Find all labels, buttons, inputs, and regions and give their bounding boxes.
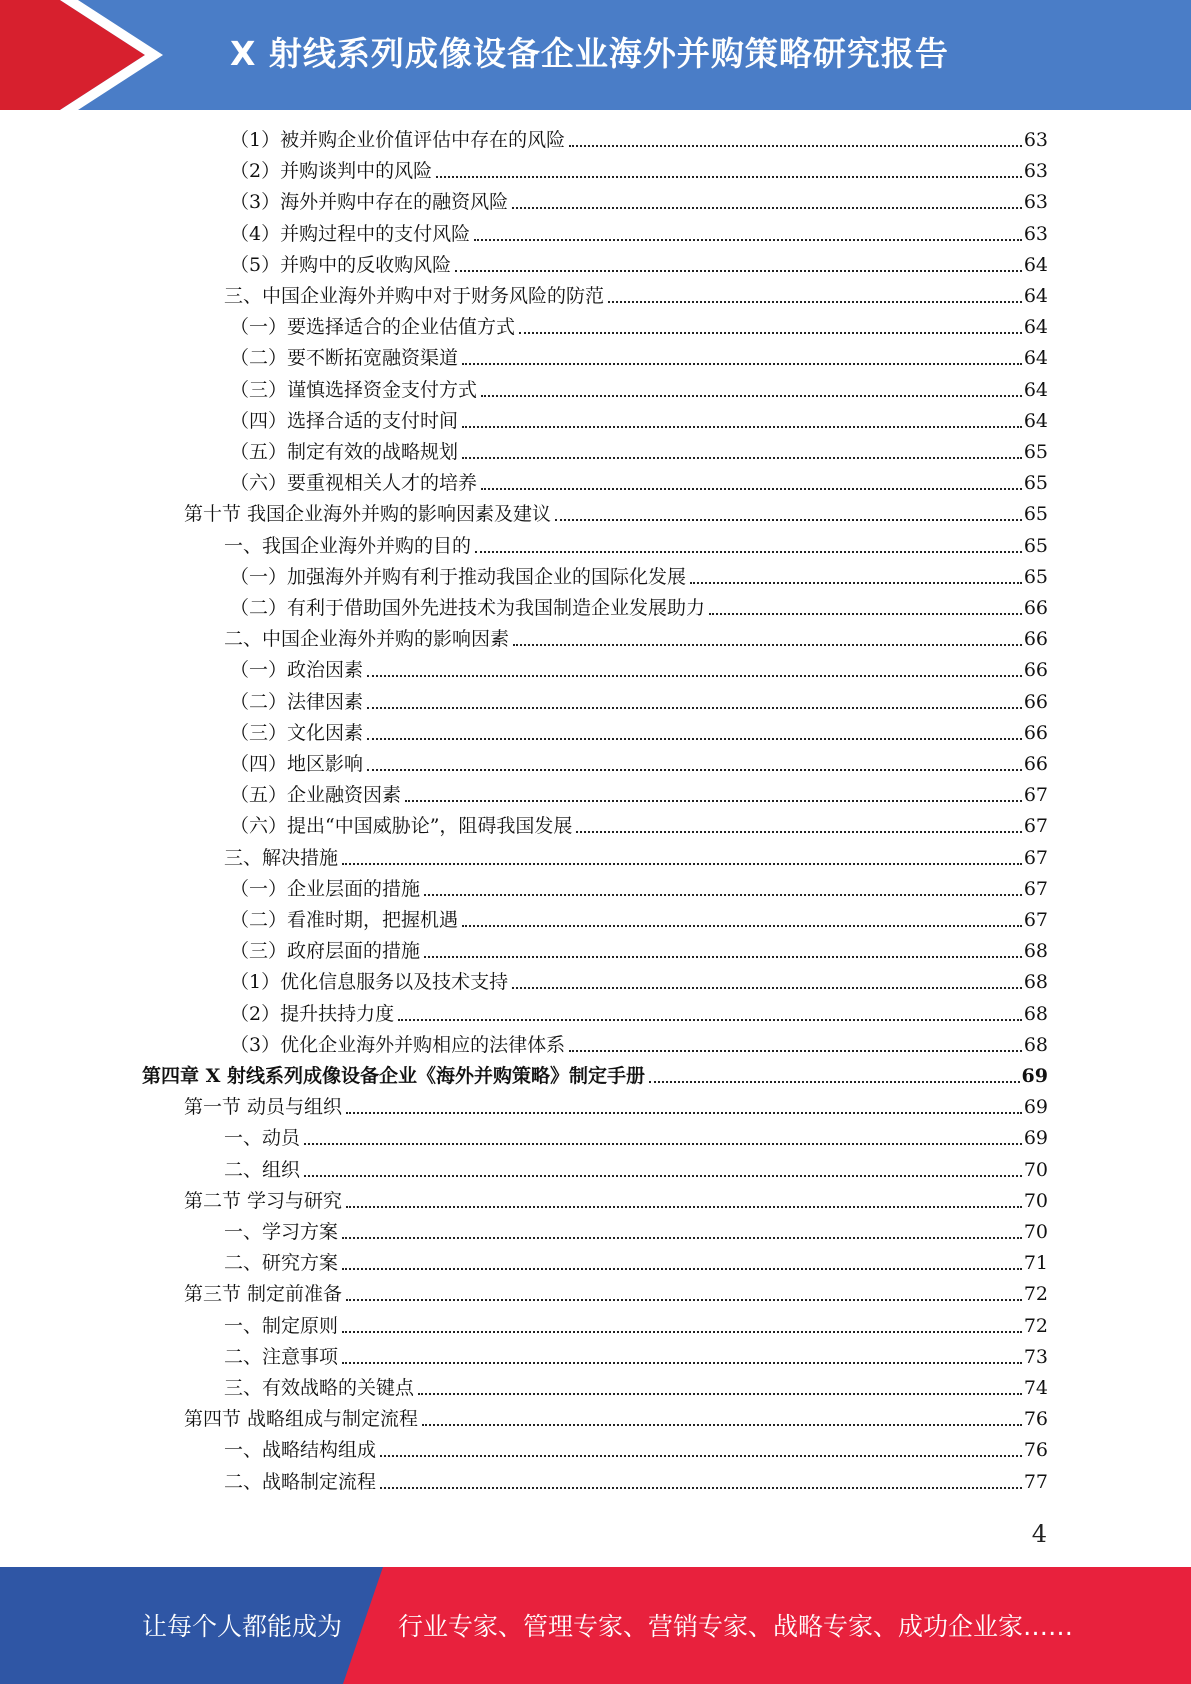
- toc-entry-page: 67: [1023, 815, 1048, 837]
- toc-entry-page: 64: [1023, 379, 1048, 401]
- toc-entry-label: （2）提升扶持力度: [230, 1003, 395, 1025]
- toc-leader-dots: [424, 936, 1022, 967]
- toc-entry-page: 63: [1023, 191, 1048, 213]
- toc-leader-dots: [346, 1279, 1022, 1310]
- toc-entry-page: 69: [1023, 1127, 1048, 1149]
- toc-entry-page: 66: [1023, 628, 1048, 650]
- toc-entry-label: 二、研究方案: [224, 1252, 339, 1274]
- toc-entry-label: 一、战略结构组成: [224, 1439, 377, 1461]
- toc-entry-page: 68: [1023, 1003, 1048, 1025]
- toc-entry-label: 一、制定原则: [224, 1315, 339, 1337]
- toc-entry[interactable]: [224, 624, 1048, 655]
- toc-leader-dots: [512, 187, 1022, 218]
- toc-entry-label: 第四章 X 射线系列成像设备企业《海外并购策略》制定手册: [142, 1065, 645, 1087]
- toc-entry[interactable]: [230, 1030, 1048, 1061]
- toc-entry-label: 二、组织: [224, 1159, 301, 1181]
- toc-entry-label: （1）优化信息服务以及技术支持: [230, 971, 509, 993]
- toc-entry[interactable]: [224, 1435, 1048, 1466]
- toc-entry-page: 67: [1023, 909, 1048, 931]
- toc-entry[interactable]: [230, 905, 1048, 936]
- toc-entry[interactable]: [230, 343, 1048, 374]
- toc-entry-page: 64: [1023, 316, 1048, 338]
- toc-leader-dots: [405, 780, 1022, 811]
- toc-entry-label: （一）要选择适合的企业估值方式: [230, 316, 516, 338]
- toc-leader-dots: [367, 687, 1022, 718]
- toc-leader-dots: [555, 499, 1022, 530]
- toc-leader-dots: [346, 1092, 1022, 1123]
- toc-entry-page: 68: [1023, 940, 1048, 962]
- toc-leader-dots: [367, 655, 1022, 686]
- toc-entry[interactable]: [224, 1467, 1048, 1498]
- toc-entry[interactable]: [230, 655, 1048, 686]
- toc-entry-label: 一、学习方案: [224, 1221, 339, 1243]
- toc-entry-label: （六）要重视相关人才的培养: [230, 472, 478, 494]
- toc-entry-page: 63: [1023, 129, 1048, 151]
- toc-entry[interactable]: [230, 780, 1048, 811]
- toc-entry[interactable]: [230, 936, 1048, 967]
- toc-entry[interactable]: [230, 219, 1048, 250]
- toc-entry-page: 67: [1023, 784, 1048, 806]
- toc-entry[interactable]: [184, 1186, 1048, 1217]
- toc-leader-dots: [481, 468, 1022, 499]
- toc-entry-page: 71: [1023, 1252, 1048, 1274]
- toc-entry-label: 第四节 战略组成与制定流程: [184, 1408, 419, 1430]
- toc-entry[interactable]: [230, 562, 1048, 593]
- toc-leader-dots: [709, 593, 1022, 624]
- toc-entry[interactable]: [184, 1404, 1048, 1435]
- toc-leader-dots: [304, 1123, 1022, 1154]
- toc-leader-dots: [519, 312, 1022, 343]
- toc-entry-page: 72: [1023, 1315, 1048, 1337]
- toc-entry-label: （3）优化企业海外并购相应的法律体系: [230, 1034, 566, 1056]
- toc-entry-label: （三）政府层面的措施: [230, 940, 421, 962]
- toc-entry-label: 二、战略制定流程: [224, 1471, 377, 1493]
- toc-entry-page: 64: [1023, 285, 1048, 307]
- toc-leader-dots: [342, 843, 1022, 874]
- toc-entry[interactable]: [224, 1217, 1048, 1248]
- toc-entry-page: 68: [1023, 971, 1048, 993]
- toc-entry[interactable]: [224, 1248, 1048, 1279]
- toc-leader-dots: [576, 811, 1021, 842]
- toc-entry-page: 66: [1023, 659, 1048, 681]
- toc-entry-label: （三）文化因素: [230, 722, 364, 744]
- toc-entry[interactable]: [224, 1155, 1048, 1186]
- toc-leader-dots: [380, 1435, 1022, 1466]
- toc-entry-page: 70: [1023, 1221, 1048, 1243]
- toc-entry[interactable]: [224, 281, 1048, 312]
- toc-entry-label: （二）有利于借助国外先进技术为我国制造企业发展助力: [230, 597, 706, 619]
- toc-leader-dots: [304, 1155, 1022, 1186]
- toc-entry[interactable]: [184, 1279, 1048, 1310]
- toc-entry[interactable]: [224, 843, 1048, 874]
- toc-entry-label: 三、中国企业海外并购中对于财务风险的防范: [224, 285, 605, 307]
- footer-slogan-left: 让每个人都能成为: [142, 1612, 343, 1641]
- toc-entry-label: （二）要不断拓宽融资渠道: [230, 347, 459, 369]
- toc-entry[interactable]: [224, 1123, 1048, 1154]
- page-footer: [0, 1567, 1191, 1684]
- toc-entry-page: 70: [1023, 1159, 1048, 1181]
- toc-entry-label: （二）看准时期，把握机遇: [230, 909, 459, 931]
- toc-leader-dots: [690, 562, 1022, 593]
- toc-entry-page: 64: [1023, 254, 1048, 276]
- header-red-chevron: [0, 0, 145, 110]
- toc-leader-dots: [342, 1217, 1022, 1248]
- toc-entry[interactable]: [230, 999, 1048, 1030]
- toc-entry[interactable]: [230, 593, 1048, 624]
- toc-entry-page: 66: [1023, 597, 1048, 619]
- toc-leader-dots: [342, 1311, 1022, 1342]
- toc-leader-dots: [513, 624, 1022, 655]
- toc-entry-label: （四）选择合适的支付时间: [230, 410, 459, 432]
- toc-entry-label: 二、中国企业海外并购的影响因素: [224, 628, 510, 650]
- toc-leader-dots: [367, 718, 1022, 749]
- toc-entry-page: 69: [1021, 1065, 1048, 1087]
- toc-entry-page: 67: [1023, 878, 1048, 900]
- toc-entry[interactable]: [184, 1092, 1048, 1123]
- toc-entry[interactable]: [230, 749, 1048, 780]
- toc-entry[interactable]: [184, 499, 1048, 530]
- toc-entry[interactable]: [230, 437, 1048, 468]
- toc-entry[interactable]: [230, 250, 1048, 281]
- toc-entry-page: 64: [1023, 410, 1048, 432]
- toc-entry-page: 76: [1023, 1408, 1048, 1430]
- toc-entry-label: （六）提出“中国威胁论”，阻碍我国发展: [230, 815, 573, 837]
- toc-entry-page: 68: [1023, 1034, 1048, 1056]
- toc-entry-page: 69: [1023, 1096, 1048, 1118]
- toc-leader-dots: [422, 1404, 1022, 1435]
- toc-entry-label: （三）谨慎选择资金支付方式: [230, 379, 478, 401]
- toc-leader-dots: [649, 1061, 1020, 1092]
- toc-entry-label: （2）并购谈判中的风险: [230, 160, 433, 182]
- toc-leader-dots: [462, 905, 1022, 936]
- toc-entry-label: 第一节 动员与组织: [184, 1096, 343, 1118]
- toc-entry[interactable]: [230, 718, 1048, 749]
- toc-leader-dots: [569, 1030, 1022, 1061]
- toc-entry-page: 72: [1023, 1283, 1048, 1305]
- toc-entry-page: 65: [1023, 535, 1048, 557]
- toc-leader-dots: [436, 156, 1022, 187]
- toc-entry-label: 第十节 我国企业海外并购的影响因素及建议: [184, 503, 552, 525]
- toc-entry-page: 66: [1023, 722, 1048, 744]
- toc-leader-dots: [455, 250, 1022, 281]
- toc-leader-dots: [424, 874, 1022, 905]
- page-number: 4: [1031, 1520, 1047, 1548]
- toc-leader-dots: [474, 219, 1022, 250]
- toc-entry-label: （二）法律因素: [230, 691, 364, 713]
- toc-entry-page: 65: [1023, 566, 1048, 588]
- toc-entry-page: 66: [1023, 753, 1048, 775]
- toc-entry-page: 67: [1023, 847, 1048, 869]
- toc-entry-label: 第三节 制定前准备: [184, 1283, 343, 1305]
- toc-entry-label: 三、解决措施: [224, 847, 339, 869]
- toc-entry-label: （一）政治因素: [230, 659, 364, 681]
- toc-entry-page: 70: [1023, 1190, 1048, 1212]
- toc-leader-dots: [367, 749, 1022, 780]
- footer-slogan-right: 行业专家、管理专家、营销专家、战略专家、成功企业家……: [398, 1612, 1074, 1641]
- toc-entry-label: 一、动员: [224, 1127, 301, 1149]
- toc-entry[interactable]: [224, 1373, 1048, 1404]
- toc-leader-dots: [462, 437, 1022, 468]
- toc-entry-page: 63: [1023, 160, 1048, 182]
- page-header: [0, 0, 1191, 110]
- toc-entry-page: 65: [1023, 503, 1048, 525]
- toc-entry[interactable]: [224, 1342, 1048, 1373]
- toc-leader-dots: [380, 1467, 1022, 1498]
- toc-entry-label: （一）加强海外并购有利于推动我国企业的国际化发展: [230, 566, 687, 588]
- toc-leader-dots: [398, 999, 1022, 1030]
- toc-entry-page: 76: [1023, 1439, 1048, 1461]
- toc-entry-page: 65: [1023, 472, 1048, 494]
- toc-entry[interactable]: [230, 874, 1048, 905]
- toc-entry[interactable]: [230, 406, 1048, 437]
- toc-leader-dots: [342, 1342, 1022, 1373]
- toc-entry-label: （一）企业层面的措施: [230, 878, 421, 900]
- toc-leader-dots: [346, 1186, 1022, 1217]
- toc-entry-label: 一、我国企业海外并购的目的: [224, 535, 472, 557]
- toc-entry[interactable]: [230, 687, 1048, 718]
- toc-entry-label: 三、有效战略的关键点: [224, 1377, 415, 1399]
- toc-entry-page: 65: [1023, 441, 1048, 463]
- toc-entry-label: 二、注意事项: [224, 1346, 339, 1368]
- toc-entry[interactable]: [230, 187, 1048, 218]
- toc-leader-dots: [462, 343, 1022, 374]
- toc-entry-page: 63: [1023, 223, 1048, 245]
- toc-entry[interactable]: [230, 811, 1048, 842]
- toc-entry-label: （4）并购过程中的支付风险: [230, 223, 471, 245]
- toc-leader-dots: [418, 1373, 1022, 1404]
- toc-entry-page: 73: [1023, 1346, 1048, 1368]
- toc-entry[interactable]: [142, 1061, 1048, 1092]
- toc-entry-label: （四）地区影响: [230, 753, 364, 775]
- toc-leader-dots: [512, 967, 1022, 998]
- toc-entry[interactable]: [230, 156, 1048, 187]
- toc-entry[interactable]: [230, 375, 1048, 406]
- toc-entry-page: 74: [1023, 1377, 1048, 1399]
- toc-entry-label: （1）被并购企业价值评估中存在的风险: [230, 129, 566, 151]
- toc-leader-dots: [342, 1248, 1022, 1279]
- toc-entry[interactable]: [224, 1311, 1048, 1342]
- toc-leader-dots: [475, 531, 1022, 562]
- toc-entry-label: （五）制定有效的战略规划: [230, 441, 459, 463]
- toc-entry-label: （3）海外并购中存在的融资风险: [230, 191, 509, 213]
- toc-entry[interactable]: [230, 967, 1048, 998]
- toc-entry-label: （5）并购中的反收购风险: [230, 254, 452, 276]
- report-title: X 射线系列成像设备企业海外并购策略研究报告: [230, 34, 949, 73]
- toc-leader-dots: [462, 406, 1022, 437]
- toc-entry-page: 64: [1023, 347, 1048, 369]
- toc-entry-label: 第二节 学习与研究: [184, 1190, 343, 1212]
- toc-leader-dots: [569, 125, 1022, 156]
- toc-entry[interactable]: [224, 531, 1048, 562]
- toc-entry-page: 66: [1023, 691, 1048, 713]
- toc-leader-dots: [481, 375, 1022, 406]
- toc-entry[interactable]: [230, 468, 1048, 499]
- toc-entry-page: 77: [1023, 1471, 1048, 1493]
- toc-entry[interactable]: [230, 312, 1048, 343]
- toc-entry-label: （五）企业融资因素: [230, 784, 402, 806]
- toc-leader-dots: [608, 281, 1022, 312]
- toc-entry[interactable]: [230, 125, 1048, 156]
